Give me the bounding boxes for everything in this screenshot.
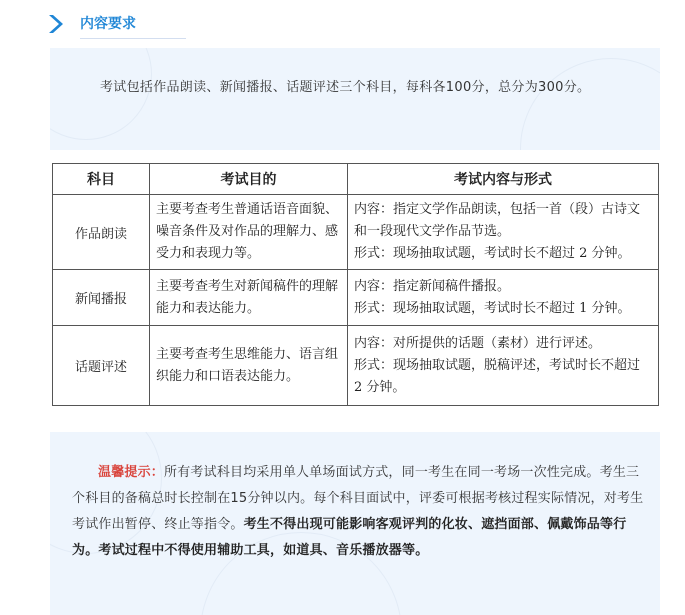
form-text: 形式：现场抽取试题，考试时长不超过 1 分钟。 [354,300,631,316]
purpose-cell: 主要考查考生普通话语音面貌、噪音条件及对作品的理解力、感受力和表现力等。 [150,195,348,270]
content-text: 内容：对所提供的话题（素材）进行评述。 [354,335,602,351]
column-header-subject: 科目 [53,164,150,195]
decorative-circle [520,58,660,150]
content-cell [348,326,659,406]
purpose-cell: 主要考查考生对新闻稿件的理解能力和表达能力。 [150,270,348,326]
table-row [53,195,659,270]
content-text: 内容：指定新闻稿件播报。 [354,278,511,294]
tips-body: 所有考试科目均采用单人单场面试方式，同一考生在同一考场一次性完成。考生三个科目的备稿总时长控制在15分钟以内。每个科目面试中，评委可根据考核过程实际情况，对考生考试作出暂停、终止等指令。 [72,465,644,532]
purpose-cell: 主要考查考生思维能力、语言组织能力和口语表达能力。 [150,326,348,406]
intro-panel [50,48,660,150]
tips-label: 温馨提示： [98,465,165,480]
form-text: 形式：现场抽取试题，脱稿评述，考试时长不超过 2 分钟。 [354,357,641,395]
table-row [53,326,659,406]
exam-table [52,163,659,406]
tips-text [72,460,650,564]
subject-cell: 话题评述 [53,326,150,406]
intro-text: 考试包括作品朗读、新闻播报、话题评述三个科目，每科各100分，总分为300分。 [100,80,591,95]
content-text: 内容：指定文学作品朗读，包括一首（段）古诗文和一段现代文学作品节选。 [354,202,641,239]
form-text: 形式：现场抽取试题，考试时长不超过 2 分钟。 [354,246,631,261]
column-header-content: 考试内容与形式 [348,164,659,195]
table-header-row [53,164,659,195]
subject-cell: 新闻播报 [53,270,150,326]
content-cell [348,195,659,270]
tips-warning: 考生不得出现可能影响客观评判的化妆、遮挡面部、佩戴饰品等行为。考试过程中不得使用辅助工具，如道具、音乐播放器等。 [72,517,627,558]
tips-panel [50,432,660,615]
title-underline [80,38,186,39]
section-title: 内容要求 [80,16,136,32]
table-row [53,270,659,326]
column-header-purpose: 考试目的 [150,164,348,195]
chevron-right-icon [46,12,70,36]
content-cell [348,270,659,326]
subject-cell: 作品朗读 [53,195,150,270]
